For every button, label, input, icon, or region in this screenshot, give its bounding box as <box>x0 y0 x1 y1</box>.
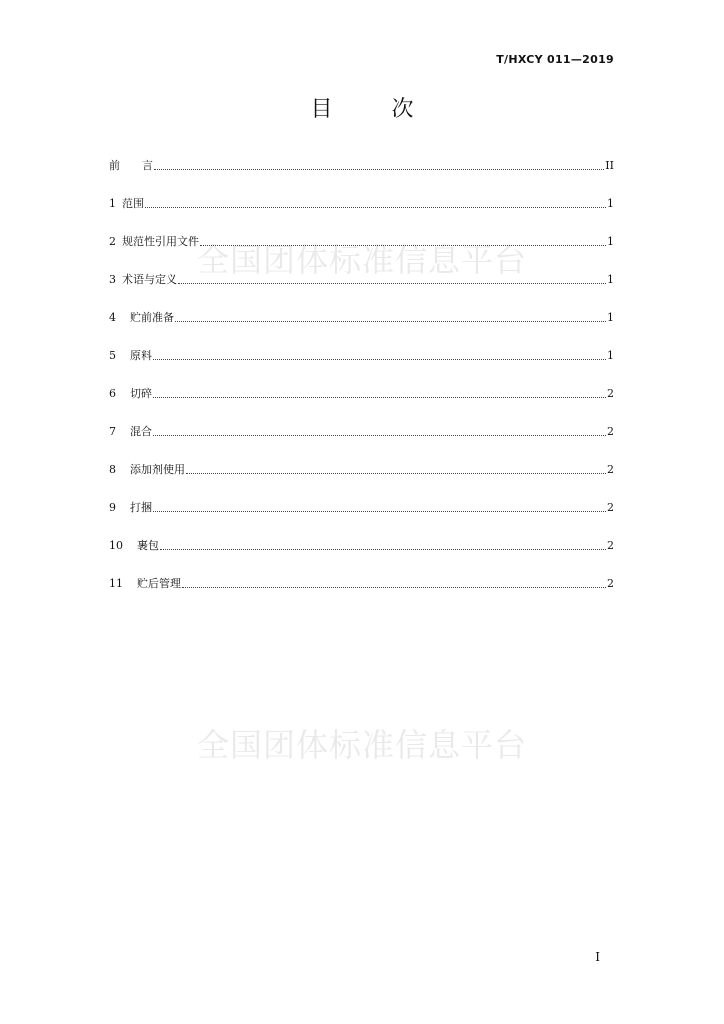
toc-number: 8 <box>109 463 116 476</box>
watermark: 全国团体标准信息平台 <box>196 726 527 764</box>
dot-leader <box>160 548 606 550</box>
toc-entry-chopping[interactable] <box>109 364 614 402</box>
dot-leader <box>182 586 606 588</box>
toc-label: 打捆 <box>130 501 152 514</box>
toc-entry-post-storage[interactable] <box>109 554 614 592</box>
dot-leader <box>186 472 606 474</box>
dot-leader <box>175 320 606 322</box>
toc-page: 2 <box>607 425 614 438</box>
toc-link[interactable] <box>109 386 614 402</box>
dot-leader <box>154 168 604 170</box>
toc-entry-scope[interactable] <box>109 174 614 212</box>
toc-number: 5 <box>109 349 116 362</box>
toc-page: 1 <box>607 273 614 286</box>
toc-page: 1 <box>607 311 614 324</box>
toc-link[interactable] <box>109 158 614 174</box>
dot-leader <box>153 434 606 436</box>
toc-page: 1 <box>607 197 614 210</box>
toc-page: 2 <box>607 387 614 400</box>
toc-number: 2 <box>109 235 116 248</box>
toc-label: 贮前准备 <box>130 311 174 324</box>
toc-label: 规范性引用文件 <box>122 235 199 248</box>
toc-link[interactable] <box>109 576 614 592</box>
page-title: 目 次 <box>310 97 440 122</box>
dot-leader <box>153 358 606 360</box>
toc-number: 9 <box>109 501 116 514</box>
toc-label: 原料 <box>130 349 152 362</box>
watermark: 全国团体标准信息平台 <box>196 241 527 279</box>
toc-link[interactable] <box>109 234 614 250</box>
toc-entry-foreword[interactable] <box>109 136 614 174</box>
toc-number: 11 <box>109 577 123 590</box>
toc-number: 6 <box>109 387 116 400</box>
toc-number: 3 <box>109 273 116 286</box>
toc-page: 2 <box>607 539 614 552</box>
toc-link[interactable] <box>109 462 614 478</box>
dot-leader <box>145 206 606 208</box>
dot-leader <box>153 396 606 398</box>
toc-entry-raw-materials[interactable] <box>109 326 614 364</box>
toc-link[interactable] <box>109 538 614 554</box>
toc-page: 2 <box>607 501 614 514</box>
toc-label: 切碎 <box>130 387 152 400</box>
table-of-contents <box>109 136 614 592</box>
dot-leader <box>200 244 606 246</box>
toc-link[interactable] <box>109 310 614 326</box>
toc-label: 言 <box>142 159 153 172</box>
toc-link[interactable] <box>109 424 614 440</box>
toc-label: 贮后管理 <box>137 577 181 590</box>
toc-entry-preparation[interactable] <box>109 288 614 326</box>
toc-page: 1 <box>607 349 614 362</box>
toc-link[interactable] <box>109 196 614 212</box>
toc-link[interactable] <box>109 272 614 288</box>
toc-entry-normative-references[interactable] <box>109 212 614 250</box>
toc-label: 混合 <box>130 425 152 438</box>
toc-page: 2 <box>607 577 614 590</box>
dot-leader <box>178 282 606 284</box>
toc-label: 添加剂使用 <box>130 463 185 476</box>
toc-page: II <box>605 159 614 172</box>
toc-number: 1 <box>109 197 116 210</box>
toc-entry-terms[interactable] <box>109 250 614 288</box>
page-number: I <box>595 950 600 964</box>
dot-leader <box>153 510 606 512</box>
toc-entry-additives[interactable] <box>109 440 614 478</box>
toc-number: 前 <box>109 159 120 172</box>
toc-label: 范围 <box>122 197 144 210</box>
toc-label: 裹包 <box>137 539 159 552</box>
toc-number: 7 <box>109 425 116 438</box>
toc-link[interactable] <box>109 348 614 364</box>
toc-label: 术语与定义 <box>122 273 177 286</box>
toc-page: 2 <box>607 463 614 476</box>
toc-entry-mixing[interactable] <box>109 402 614 440</box>
toc-entry-wrapping[interactable] <box>109 516 614 554</box>
toc-page: 1 <box>607 235 614 248</box>
toc-link[interactable] <box>109 500 614 516</box>
toc-entry-baling[interactable] <box>109 478 614 516</box>
toc-number: 4 <box>109 311 116 324</box>
standard-code: T/HXCY 011—2019 <box>496 53 614 66</box>
toc-number: 10 <box>109 539 123 552</box>
